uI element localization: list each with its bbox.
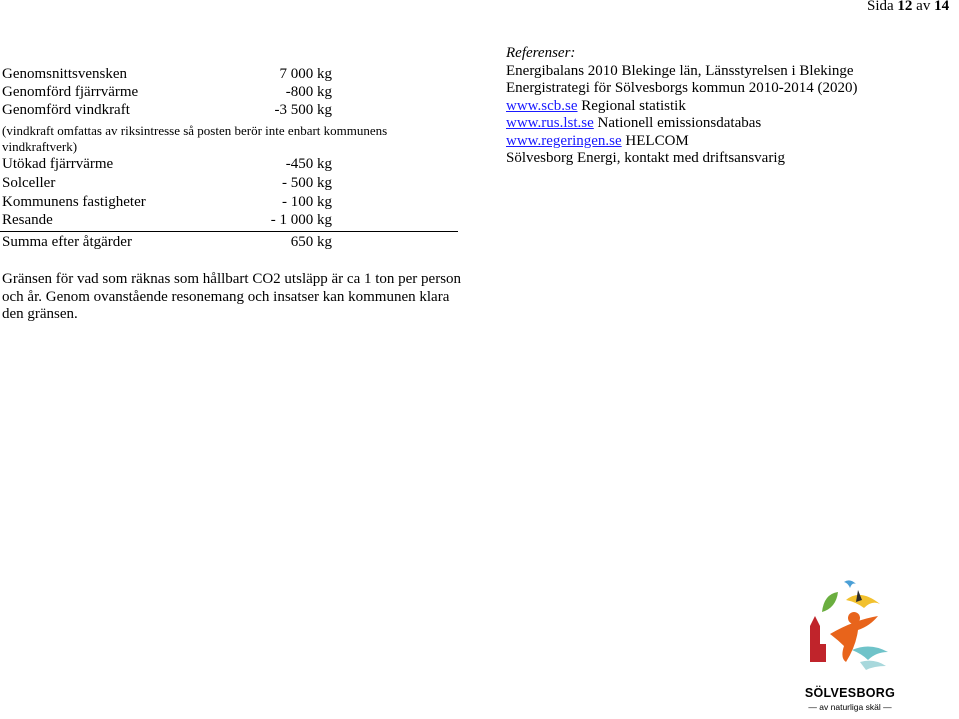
emission-label: Genomförd fjärrvärme xyxy=(2,84,139,100)
emission-label: Resande xyxy=(2,212,53,228)
regeringen-link[interactable]: www.regeringen.se xyxy=(506,132,622,149)
emission-row xyxy=(0,175,340,195)
reference-link-desc: Regional statistik xyxy=(577,97,686,114)
emission-row xyxy=(0,66,340,86)
reference-link-line xyxy=(506,98,956,116)
reference-line: Energistrategi för Sölvesborgs kommun 2010-2014 (2020) xyxy=(506,80,858,96)
emission-value: - 100 kg xyxy=(282,194,332,210)
emission-label: Solceller xyxy=(2,175,56,191)
reference-line: Sölvesborg Energi, kontakt med driftsansvarig xyxy=(506,150,785,166)
emission-value: - 500 kg xyxy=(282,175,332,191)
emission-label: Utökad fjärrvärme xyxy=(2,156,114,172)
table-divider xyxy=(0,231,458,232)
reference-link-line xyxy=(506,115,956,133)
logo-tagline: — av naturliga skäl — xyxy=(808,702,892,712)
reference-line: Energibalans 2010 Blekinge län, Länsstyrelsen i Blekinge xyxy=(506,62,854,79)
emission-total-row xyxy=(0,234,340,254)
emission-value: 7 000 kg xyxy=(279,66,332,82)
emission-row xyxy=(0,212,340,232)
emission-note-line1: (vindkraft omfattas av riksintresse så posten berör inte enbart kommunens xyxy=(2,123,388,138)
reference-link-desc: HELCOM xyxy=(621,132,689,149)
reference-link-desc: Nationell emissionsdatabas xyxy=(593,115,762,131)
emission-value: -3 500 kg xyxy=(274,102,332,118)
emission-total-value: 650 kg xyxy=(290,234,332,250)
emission-label: Genomförd vindkraft xyxy=(2,102,130,118)
emission-label: Kommunens fastigheter xyxy=(2,194,146,210)
emission-value: -800 kg xyxy=(285,84,332,100)
solvesborg-logo xyxy=(800,578,900,714)
logo-wordmark: SÖLVESBORG xyxy=(804,686,896,700)
emission-row xyxy=(0,156,340,176)
rus-lst-link[interactable]: www.rus.lst.se xyxy=(506,115,594,131)
page-prefix: Sida xyxy=(867,0,898,14)
emission-total-label: Summa efter åtgärder xyxy=(2,234,132,250)
references-heading: Referenser: xyxy=(506,45,576,61)
page-current: 12 xyxy=(897,0,913,14)
emission-value: - 1 000 kg xyxy=(270,212,332,228)
scb-link[interactable]: www.scb.se xyxy=(506,97,578,114)
emission-row xyxy=(0,194,340,214)
reference-link-line xyxy=(506,133,956,151)
page-number xyxy=(867,0,949,15)
page-middle: av xyxy=(912,0,935,14)
page-total: 14 xyxy=(934,0,950,14)
emission-value: -450 kg xyxy=(285,156,332,172)
emission-row xyxy=(0,84,340,104)
emission-label: Genomsnittsvensken xyxy=(2,66,127,82)
emission-note-line2: vindkraftverk) xyxy=(2,139,78,154)
emission-row xyxy=(0,102,340,122)
references xyxy=(506,45,956,168)
conclusion-paragraph: Gränsen för vad som räknas som hållbart CO2 utsläpp är ca 1 ton per person och år. Genom ovanstående resonemang och insatser kan kommunen klara den gränsen. xyxy=(2,271,462,322)
